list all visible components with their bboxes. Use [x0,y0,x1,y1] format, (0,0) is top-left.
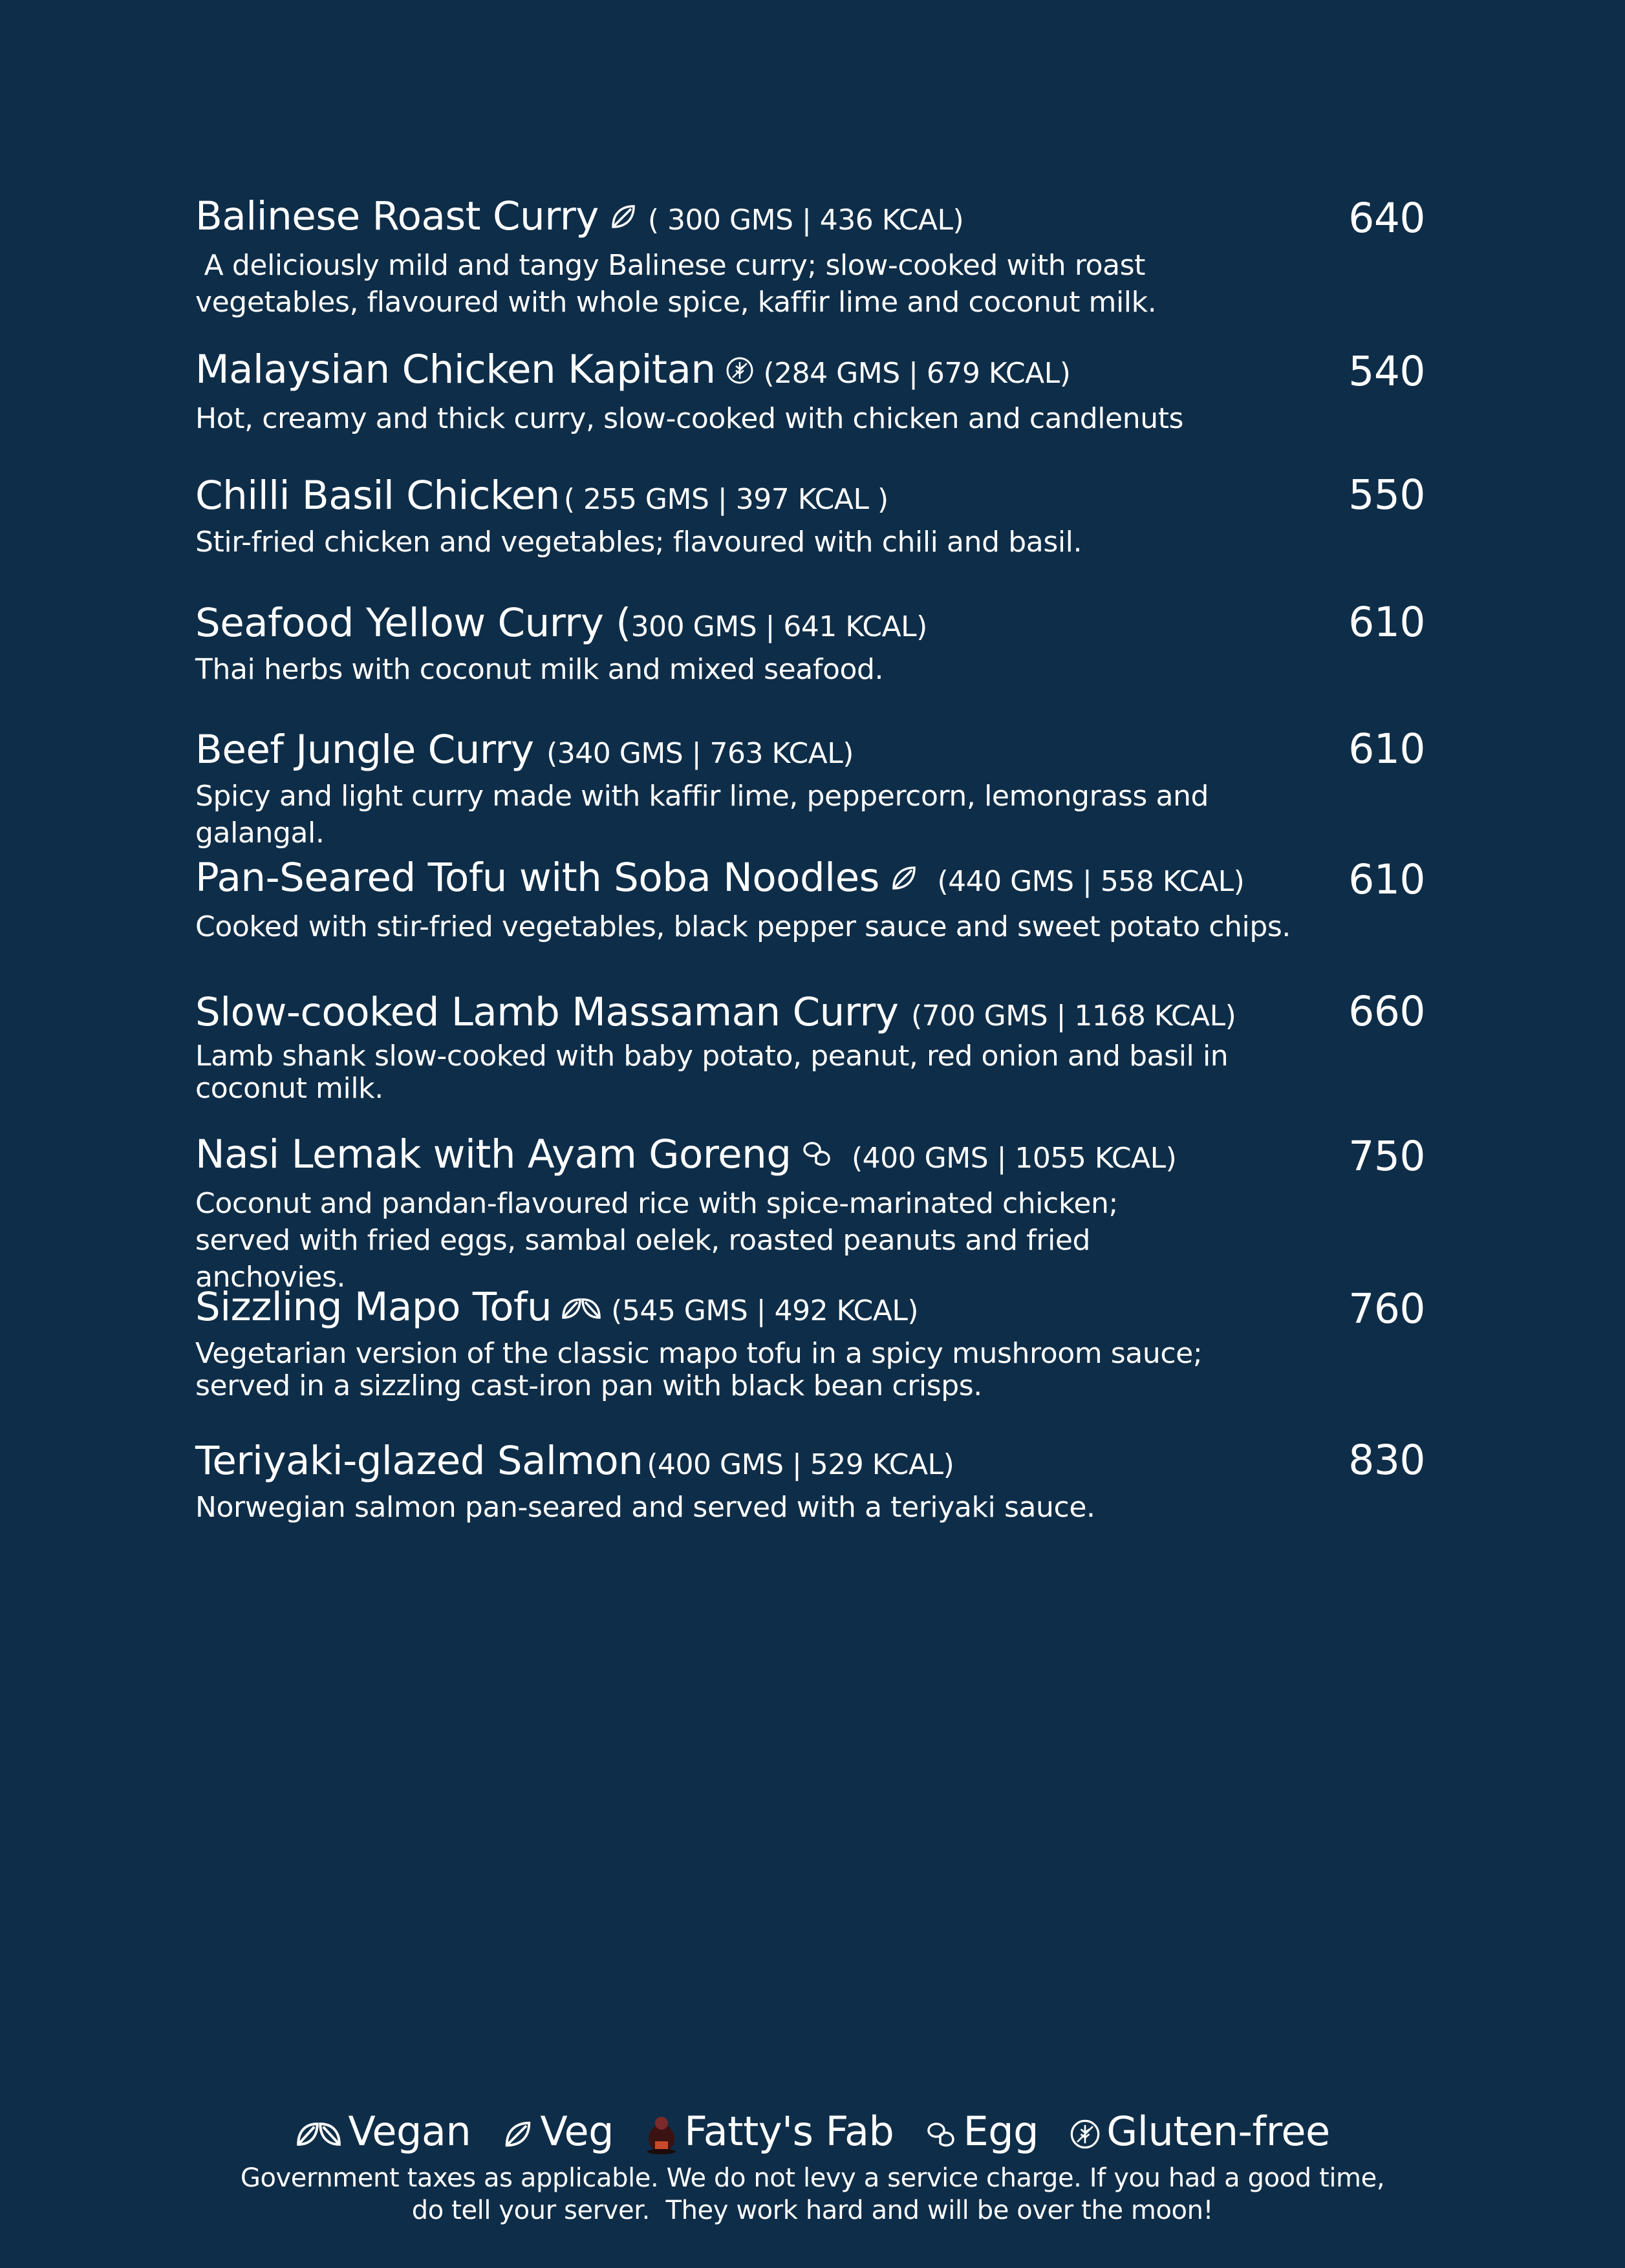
menu-item [195,1132,1425,1296]
item-price: 610 [1348,599,1425,646]
menu-item [195,598,1425,688]
item-description: Spicy and light curry made with kaffir lime, peppercorn, lemongrass and galangal. [195,780,1209,850]
item-title [195,989,1236,1035]
legend-egg-label: Egg [963,2108,1039,2155]
item-name: Beef Jungle Curry [195,727,534,773]
item-name: Sizzling Mapo Tofu [195,1284,552,1331]
item-price: 750 [1348,1133,1425,1180]
item-title [195,727,854,773]
item-title [195,473,888,519]
item-meta: ( 255 GMS | 397 KCAL ) [563,483,888,516]
item-price: 660 [1348,988,1425,1035]
legend-egg [925,2108,1038,2155]
menu-item [195,194,1425,321]
item-meta: (400 GMS | 1055 KCAL) [843,1142,1177,1175]
item-description: Lamb shank slow-cooked with baby potato, peanut, red onion and basil in coconut milk. [195,1040,1229,1105]
item-description: A deliciously mild and tangy Balinese curry; slow-cooked with roast vegetables, flavoured with whole spice, kaffir lime and coconut milk. [195,249,1157,319]
item-name: Seafood Yellow Curry ( [195,600,631,646]
item-title [195,193,963,242]
item-description: Stir-fried chicken and vegetables; flavoured with chili and basil. [195,526,1082,559]
egg-icon [801,1134,834,1180]
menu-item [195,347,1425,437]
menu-item [195,855,1425,945]
item-title [195,1284,918,1332]
item-description: Cooked with stir-fried vegetables, black pepper sauce and sweet potato chips. [195,910,1291,943]
legend-vegan [295,2108,471,2155]
item-meta: ( 300 GMS | 436 KCAL) [647,204,964,237]
item-title [195,347,1070,395]
item-price: 540 [1348,348,1425,395]
veg-leaf-icon [888,857,920,903]
footer [0,2108,1625,2227]
item-meta: (545 GMS | 492 KCAL) [611,1294,919,1328]
item-price: 610 [1348,725,1425,773]
item-title [195,855,1244,903]
menu-item [195,1285,1425,1402]
menu-item [195,725,1425,851]
fattys-fab-icon [644,2113,679,2156]
item-name: Nasi Lemak with Ayam Goreng [195,1131,791,1178]
item-name: Teriyaki-glazed Salmon [195,1438,643,1484]
item-meta: (400 GMS | 529 KCAL) [647,1448,954,1481]
item-price: 550 [1348,471,1425,519]
item-name: Pan-Seared Tofu with Soba Noodles [195,855,879,901]
menu-item [195,1436,1425,1526]
legend-fattys-fab [644,2108,894,2156]
item-name: Chilli Basil Chicken [195,473,560,519]
vegan-leaves-icon [295,2118,343,2150]
item-meta: (340 GMS | 763 KCAL) [537,737,854,770]
legend-gluten-free [1069,2108,1329,2155]
item-meta: (284 GMS | 679 KCAL) [763,357,1071,390]
vegan-leaves-icon [561,1287,602,1332]
item-description: Thai herbs with coconut milk and mixed seafood. [195,653,884,686]
item-meta: 300 GMS | 641 KCAL) [630,610,927,643]
gluten-free-icon [1069,2118,1101,2150]
item-price: 760 [1348,1285,1425,1332]
menu-item [195,471,1425,561]
item-description: Hot, creamy and thick curry, slow-cooked with chicken and candlenuts [195,402,1184,435]
item-description: Coconut and pandan-flavoured rice with spice-marinated chicken; served with fried eggs, sambal oelek, roasted peanuts and fried anchovies. [195,1187,1118,1294]
veg-leaf-icon [501,2117,535,2151]
egg-icon [925,2117,958,2151]
item-title [195,1438,954,1484]
item-meta: (440 GMS | 558 KCAL) [928,865,1245,899]
item-meta: (700 GMS | 1168 KCAL) [902,1000,1236,1032]
item-description: Norwegian salmon pan-seared and served with a teriyaki sauce. [195,1491,1095,1524]
tax-service-note: Government taxes as applicable. We do not levy a service charge. If you had a good time, do tell your server. They work hard and will be over the moon! [240,2163,1393,2225]
veg-leaf-icon [608,196,639,242]
item-price: 830 [1348,1437,1425,1484]
menu-item [195,987,1425,1105]
item-name: Balinese Roast Curry [195,193,599,240]
item-price: 610 [1348,856,1425,903]
item-description: Vegetarian version of the classic mapo tofu in a spicy mushroom sauce; served in a sizzling cast-iron pan with black bean crisps. [195,1337,1203,1402]
gluten-free-icon [725,349,755,395]
item-name: Slow-cooked Lamb Massaman Curry [195,989,899,1035]
legend-veg-label: Veg [540,2108,614,2155]
item-name: Malaysian Chicken Kapitan [195,347,716,393]
item-title [195,1131,1176,1180]
item-title [195,600,927,646]
dietary-legend [0,2108,1625,2156]
legend-gluten-free-label: Gluten-free [1106,2108,1330,2155]
legend-vegan-label: Vegan [348,2108,471,2155]
legend-fattys-fab-label: Fatty's Fab [684,2108,894,2155]
item-price: 640 [1348,195,1425,242]
legend-veg [501,2108,614,2155]
